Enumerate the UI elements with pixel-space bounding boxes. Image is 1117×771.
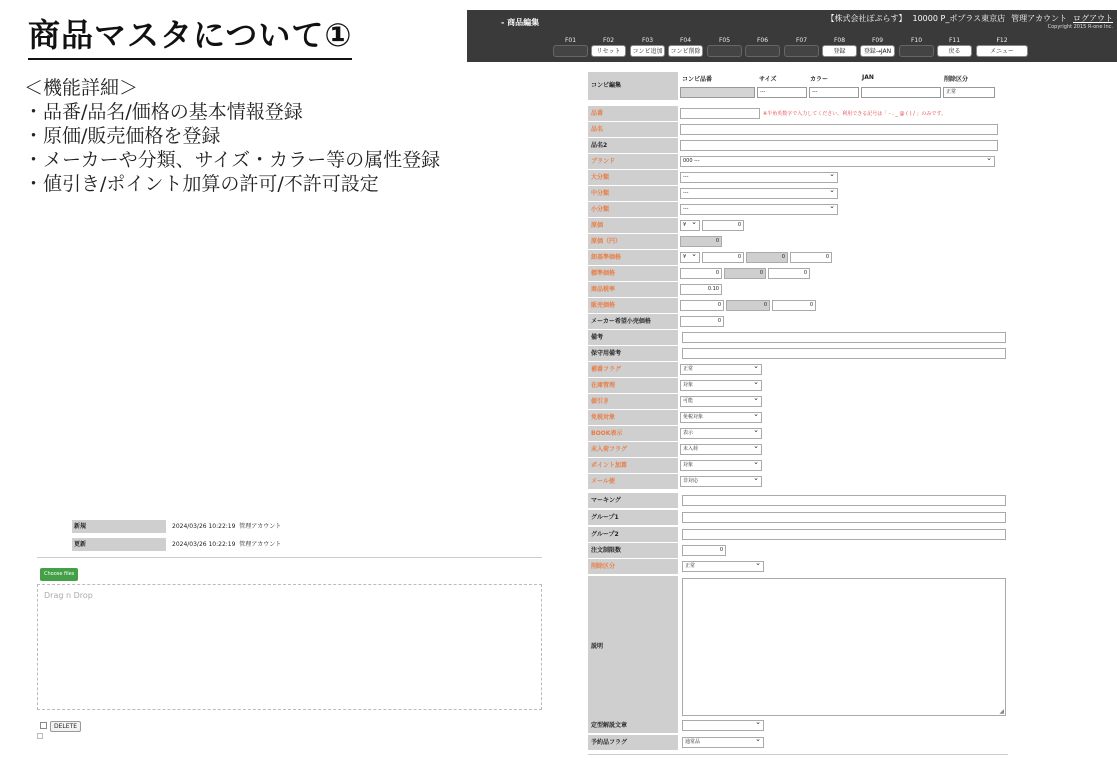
reset-button[interactable]: リセット	[591, 45, 626, 57]
wholesale-value3[interactable]: 0	[790, 252, 832, 263]
fkey-f04	[668, 36, 703, 57]
fkey-label: F05	[718, 37, 731, 44]
fkey-label: F02	[602, 37, 615, 44]
fkey-label: F01	[564, 37, 577, 44]
maker-price-label: メーカー希望小売価格	[588, 314, 678, 329]
template-select[interactable]	[682, 720, 764, 731]
cost-currency-select[interactable]: ¥ ⌄	[680, 220, 700, 231]
row-discount	[588, 394, 1008, 409]
row-marking	[588, 493, 1008, 508]
brand-select[interactable]: 000 --- ⌄	[680, 156, 995, 167]
row-cost-yen	[588, 234, 1008, 249]
row-sale	[588, 298, 1008, 313]
section-divider	[37, 557, 542, 558]
description-textarea[interactable]	[682, 578, 1006, 716]
combi-label: コンビ編集	[588, 72, 678, 100]
standard-input[interactable]: 0	[680, 268, 722, 279]
fkey-label: F04	[679, 37, 692, 44]
extra-checkbox[interactable]	[37, 733, 43, 739]
row-name	[588, 122, 1008, 137]
sale-label: 販売価格	[588, 298, 678, 313]
row-cost	[588, 218, 1008, 233]
fkey-f08	[822, 36, 857, 57]
points-label: ポイント加算	[588, 458, 678, 473]
discount-label: 値引き	[588, 394, 678, 409]
company-name: 【株式会社ぽぷらす】	[826, 14, 907, 23]
book-label: BOOK表示	[588, 426, 678, 441]
row-note	[588, 330, 1008, 345]
stock-select[interactable]: 対象 ⌄	[680, 380, 762, 391]
row-maker-price	[588, 314, 1008, 329]
feature-item: ・メーカーや分類、サイズ・カラー等の属性登録	[24, 149, 441, 171]
fkey-f01	[553, 36, 588, 57]
mail-label: メール便	[588, 474, 678, 489]
row-group2	[588, 527, 1008, 542]
f05-button[interactable]	[707, 45, 742, 57]
created-label: 新規	[72, 520, 166, 533]
group2-input[interactable]	[682, 529, 1006, 540]
updated-label: 更新	[72, 538, 166, 551]
save-jan-button[interactable]: 登録→JAN	[860, 45, 895, 57]
tax-input[interactable]: 0.10	[680, 284, 722, 295]
f06-button[interactable]	[745, 45, 780, 57]
sale-value2: 0	[726, 300, 770, 311]
row-cat-small	[588, 202, 1008, 217]
fkey-f06	[745, 36, 780, 57]
app-header	[467, 10, 1117, 62]
updated-row	[72, 538, 372, 551]
copyright: Copyright 2015 R-one Inc.	[1047, 24, 1113, 30]
f01-button[interactable]	[553, 45, 588, 57]
cost-input[interactable]: 0	[702, 220, 744, 231]
row-book	[588, 426, 1008, 441]
discount-select[interactable]: 可能 ⌄	[680, 396, 762, 407]
created-by: 管理アカウント	[239, 523, 282, 530]
choose-files-button[interactable]: Choose files	[40, 568, 78, 581]
sale-value3[interactable]: 0	[772, 300, 816, 311]
delete-button[interactable]: DELETE	[50, 721, 81, 732]
fkey-f03	[630, 36, 665, 57]
resize-handle-icon[interactable]: ◢	[999, 708, 1004, 715]
order-limit-label: 注文制限数	[588, 543, 678, 558]
slide-title: 商品マスタについて①	[28, 10, 352, 60]
back-button[interactable]: 戻る	[937, 45, 972, 57]
drop-zone[interactable]	[37, 584, 542, 710]
fkey-f05	[707, 36, 742, 57]
row-order-limit	[588, 543, 1008, 558]
save-button[interactable]: 登録	[822, 45, 857, 57]
created-value	[172, 520, 281, 533]
fkey-label: F11	[948, 37, 961, 44]
cat-small-label: 小分類	[588, 202, 678, 217]
combi-jan-header: JAN	[862, 74, 874, 81]
created-at: 2024/03/26 10:22:19	[172, 523, 236, 530]
template-label: 定型解説文章	[588, 718, 678, 733]
f10-button[interactable]	[899, 45, 934, 57]
fkey-f02	[591, 36, 626, 57]
account-name: 管理アカウント	[1011, 14, 1067, 23]
fkey-label: F10	[910, 37, 923, 44]
row-points	[588, 458, 1008, 473]
wholesale-currency-select[interactable]: ¥ ⌄	[680, 252, 700, 263]
row-reserve	[588, 735, 1008, 750]
row-group1	[588, 510, 1008, 525]
standard-value2: 0	[724, 268, 766, 279]
cat-large-label: 大分類	[588, 170, 678, 185]
feature-item: ・値引き/ポイント加算の許可/不許可設定	[24, 173, 379, 195]
note-label: 備考	[588, 330, 678, 345]
combi-status-header: 削除区分	[944, 76, 969, 83]
code-hint: ※半角英数字で入力してください。利用できる記号は「 - . _ @ ( ) / 」のみです。	[763, 111, 946, 117]
row-standard	[588, 266, 1008, 281]
keep-note-input[interactable]	[682, 348, 1006, 359]
row-reorder	[588, 362, 1008, 377]
fkey-label: F12	[996, 37, 1008, 44]
name2-label: 品名2	[588, 138, 678, 153]
fkey-label: F03	[641, 37, 654, 44]
fkey-f10	[899, 36, 934, 57]
standard-value3[interactable]: 0	[768, 268, 810, 279]
row-keep-note	[588, 346, 1008, 361]
fkey-f12	[976, 36, 1028, 57]
combi-size-select[interactable]: ---	[757, 87, 807, 98]
row-taxfree	[588, 410, 1008, 425]
name-input[interactable]	[680, 124, 998, 135]
feature-item: ・品番/品名/価格の基本情報登録	[24, 101, 303, 123]
row-delete-flag	[588, 559, 1008, 574]
reorder-select[interactable]: 正常 ⌄	[680, 364, 762, 375]
cat-mid-label: 中分類	[588, 186, 678, 201]
row-unarrived	[588, 442, 1008, 457]
updated-value	[172, 538, 281, 551]
screen-name: - 商品編集	[501, 18, 540, 27]
delete-flag-label: 削除区分	[588, 559, 678, 574]
brand-label: ブランド	[588, 154, 678, 169]
order-limit-input[interactable]: 0	[682, 545, 726, 556]
group1-input[interactable]	[682, 512, 1006, 523]
wholesale-value2: 0	[746, 252, 788, 263]
reserve-label: 予約品フラグ	[588, 735, 678, 750]
delete-flag-select[interactable]: 正常 ⌄	[682, 561, 764, 572]
taxfree-label: 免税対象	[588, 410, 678, 425]
row-stock	[588, 378, 1008, 393]
description-label: 説明	[588, 576, 678, 718]
form-divider	[588, 754, 1008, 755]
cost-label: 原価	[588, 218, 678, 233]
menu-button[interactable]: メニュー	[976, 45, 1028, 57]
wholesale-label: 卸基準価格	[588, 250, 678, 265]
updated-by: 管理アカウント	[239, 541, 282, 548]
points-select[interactable]: 対象 ⌄	[680, 460, 762, 471]
combi-jan-field[interactable]	[861, 87, 941, 98]
reorder-label: 補番フラグ	[588, 362, 678, 377]
note-input[interactable]	[682, 332, 1006, 343]
reserve-select[interactable]: 通常品 ⌄	[682, 737, 764, 748]
cat-small-select[interactable]: --- ⌄	[680, 204, 838, 215]
fkey-f09	[860, 36, 895, 57]
row-cat-mid	[588, 186, 1008, 201]
fkey-label: F08	[833, 37, 846, 44]
drop-zone-text: Drag n Drop	[44, 591, 93, 600]
updated-at: 2024/03/26 10:22:19	[172, 541, 236, 548]
combi-size-header: サイズ	[759, 76, 777, 83]
combi-color-header: カラー	[810, 76, 829, 83]
marking-input[interactable]	[682, 495, 1006, 506]
cat-large-select[interactable]: --- ⌄	[680, 172, 838, 183]
cost-yen-label: 原価（円）	[588, 234, 678, 249]
combi-status-select[interactable]: 正常	[943, 87, 995, 98]
delete-checkbox[interactable]	[40, 722, 47, 729]
unarrived-select[interactable]: 未入荷 ⌄	[680, 444, 762, 455]
standard-label: 標準価格	[588, 266, 678, 281]
fkey-label: F07	[795, 37, 808, 44]
row-mail	[588, 474, 1008, 489]
fkey-f07	[784, 36, 819, 57]
maker-price-input[interactable]: 0	[680, 316, 724, 327]
row-template	[588, 718, 1008, 733]
taxfree-select[interactable]: 免税対象 ⌄	[680, 412, 762, 423]
combi-add-button[interactable]: コンビ追加	[630, 45, 665, 57]
store-name: 10000 P_ポプラス東京店	[912, 14, 1006, 23]
row-tax	[588, 282, 1008, 297]
logout-link[interactable]: ログアウト	[1073, 14, 1113, 23]
combi-delete-button[interactable]: コンビ削除	[668, 45, 703, 57]
cat-mid-select[interactable]: --- ⌄	[680, 188, 838, 199]
row-description	[588, 576, 1008, 718]
row-code	[588, 106, 1008, 121]
feature-heading: ＜機能詳細＞	[24, 77, 139, 99]
fkey-f11	[937, 36, 972, 57]
marking-label: マーキング	[588, 493, 678, 508]
row-cat-large	[588, 170, 1008, 185]
fkey-label: F09	[871, 37, 884, 44]
combi-code-field[interactable]	[680, 87, 755, 98]
company-info	[821, 13, 1114, 24]
row-name2	[588, 138, 1008, 153]
row-brand	[588, 154, 1008, 169]
combi-section	[588, 72, 998, 100]
unarrived-label: 未入荷フラグ	[588, 442, 678, 457]
name-label: 品名	[588, 122, 678, 137]
book-select[interactable]: 表示 ⌄	[680, 428, 762, 439]
feature-item: ・原価/販売価格を登録	[24, 125, 221, 147]
row-wholesale	[588, 250, 1008, 265]
tax-label: 商品税率	[588, 282, 678, 297]
keep-note-label: 保守用備考	[588, 346, 678, 361]
combi-color-select[interactable]: ---	[809, 87, 859, 98]
group1-label: グループ1	[588, 510, 678, 525]
wholesale-input[interactable]: 0	[702, 252, 744, 263]
feature-list	[24, 76, 440, 196]
cost-yen-value: 0	[680, 236, 722, 247]
sale-input[interactable]: 0	[680, 300, 724, 311]
code-label: 品番	[588, 106, 678, 121]
name2-input[interactable]	[680, 140, 998, 151]
combi-code-header: コンビ品番	[682, 76, 713, 83]
stock-label: 在庫管理	[588, 378, 678, 393]
mail-select[interactable]: 非対応 ⌄	[680, 476, 762, 487]
group2-label: グループ2	[588, 527, 678, 542]
created-row	[72, 520, 372, 533]
fkey-label: F06	[756, 37, 769, 44]
f07-button[interactable]	[784, 45, 819, 57]
code-input[interactable]	[680, 108, 760, 119]
